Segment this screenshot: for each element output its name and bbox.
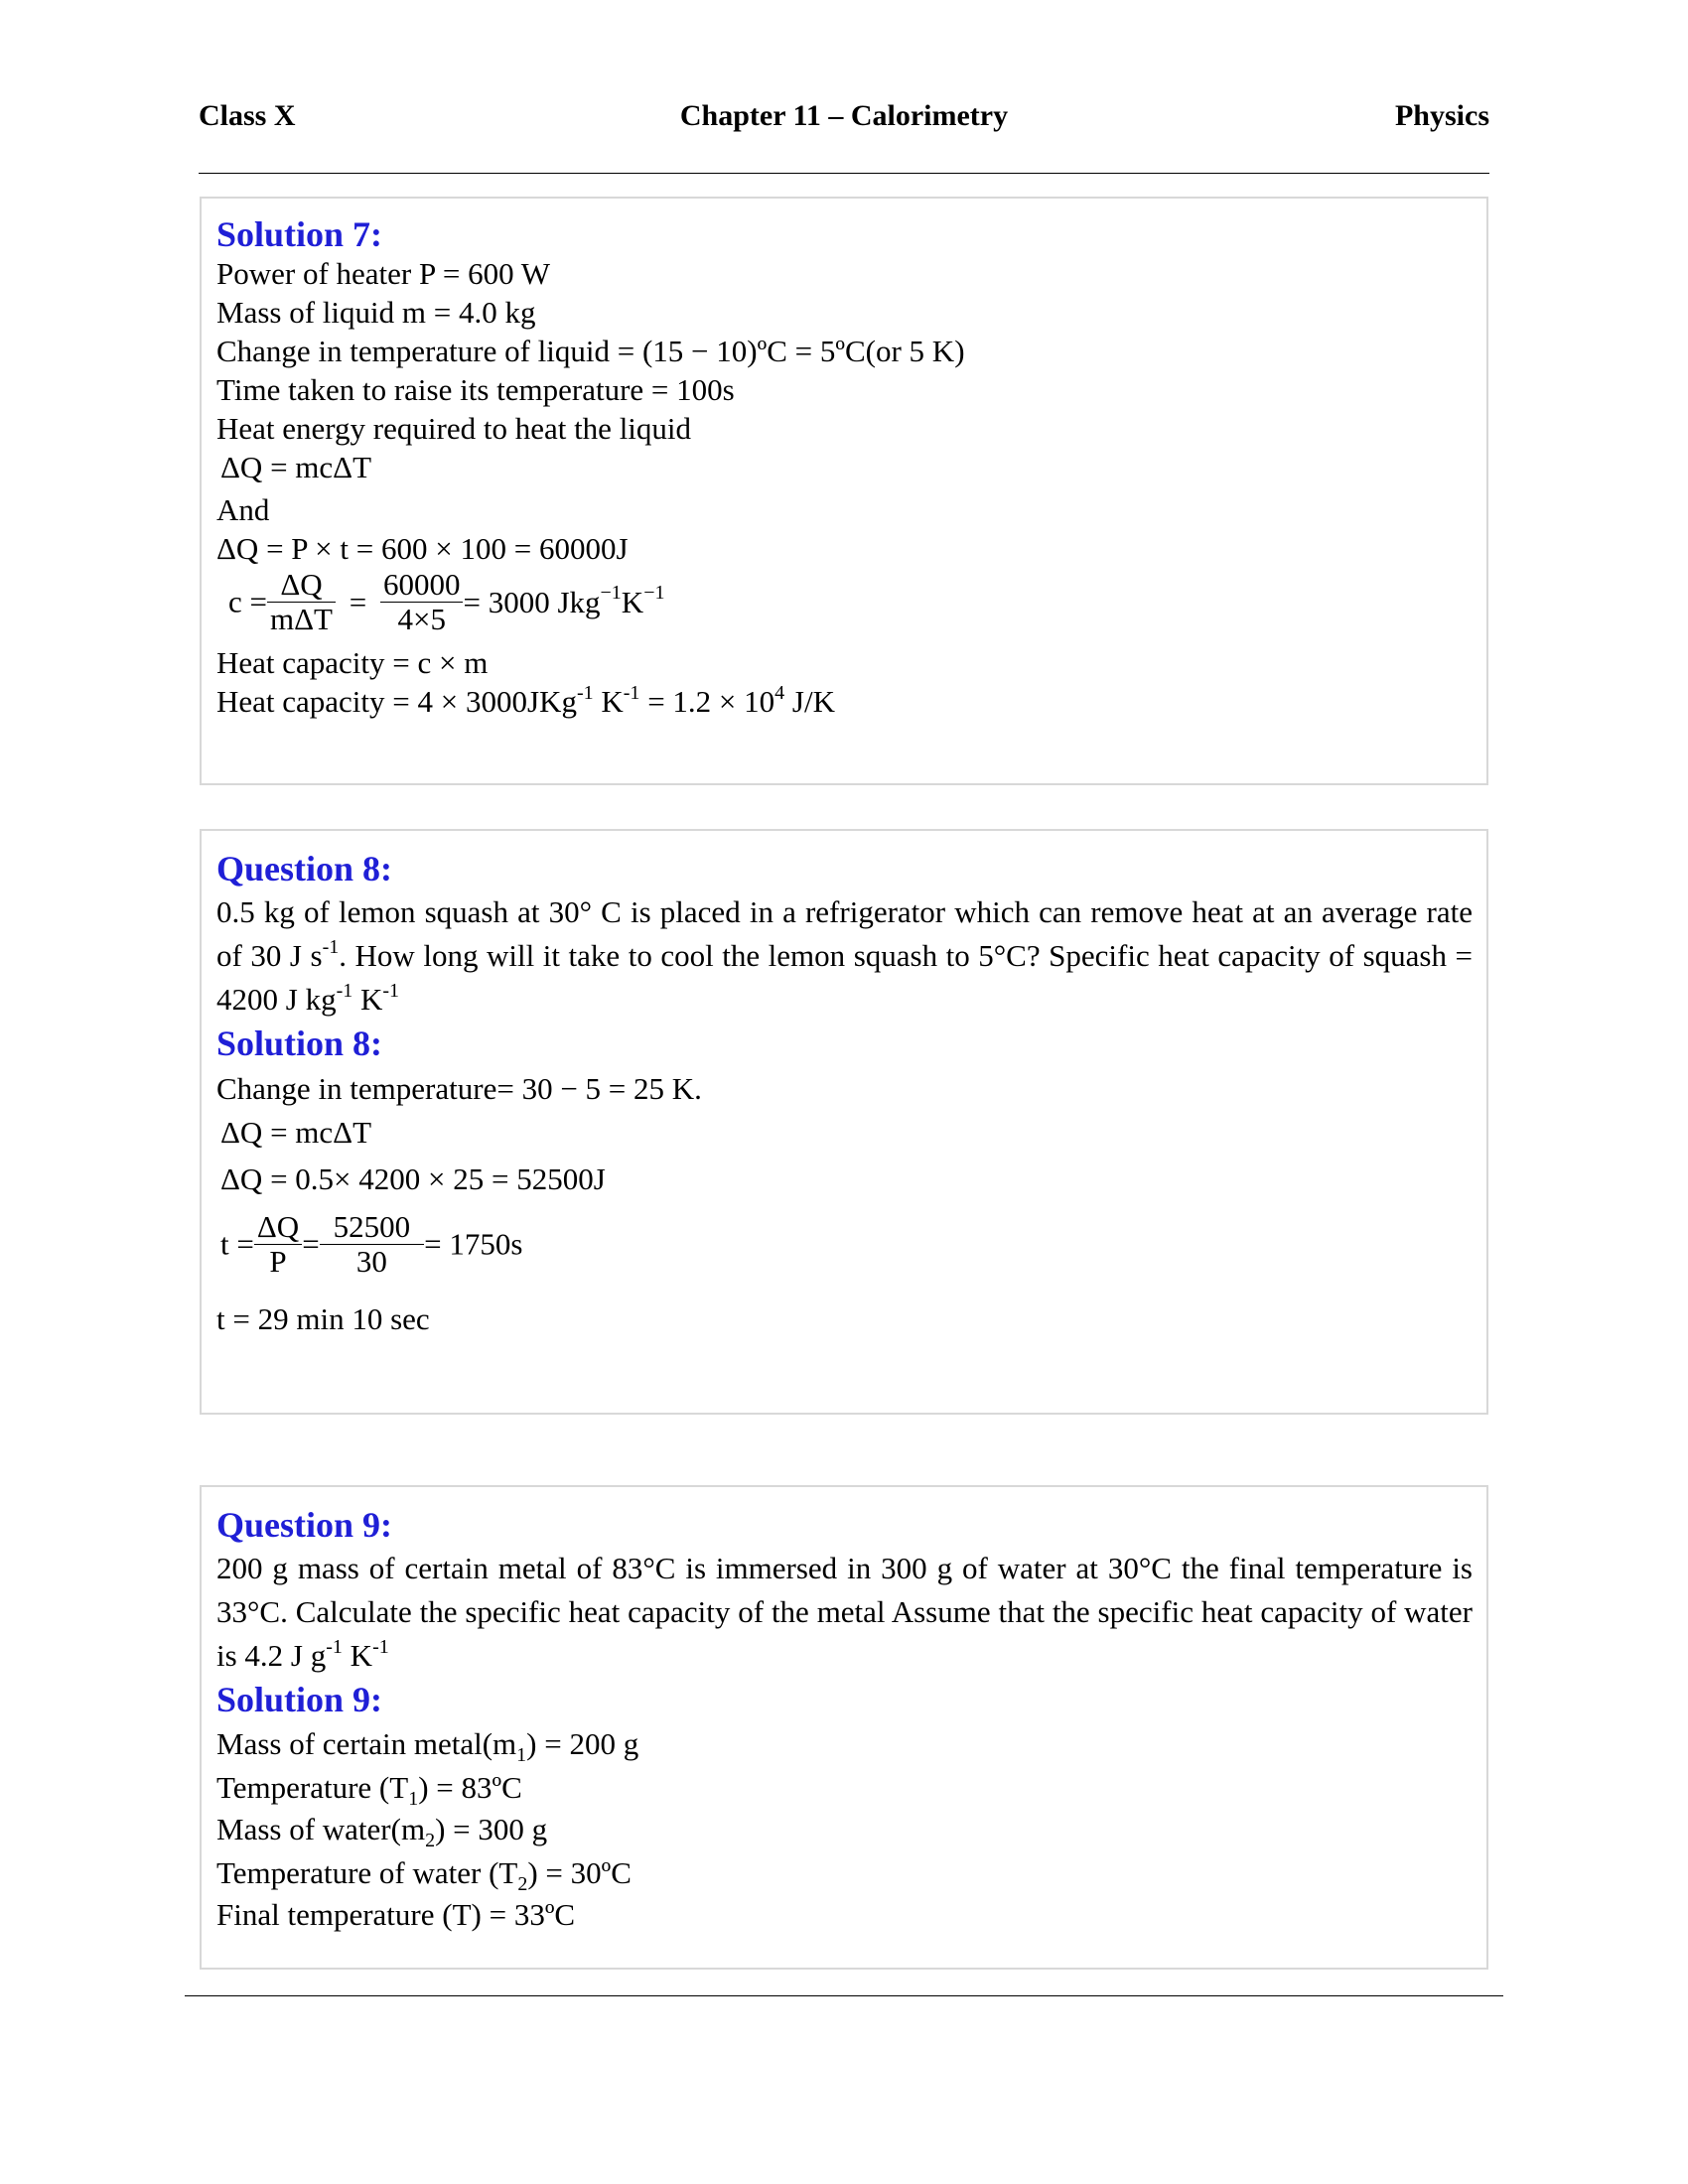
header-class: Class X	[199, 99, 296, 132]
eq-rhs	[463, 582, 665, 619]
exponent: 4	[774, 681, 785, 704]
question-8-heading: Question 8:	[216, 849, 393, 888]
fraction-values	[320, 1210, 425, 1279]
solution-7-line: Change in temperature of liquid = (15 − 10)ºC = 5ºC(or 5 K)	[216, 334, 965, 368]
solution-9-line: Final temperature (T) = 33ºC	[216, 1897, 576, 1932]
solution-7-line: Mass of liquid m = 4.0 kg	[216, 295, 536, 330]
fraction-denominator: 4×5	[380, 602, 464, 636]
fraction-numerator: ΔQ	[256, 1209, 300, 1244]
solution-9-heading: Solution 9:	[216, 1680, 383, 1719]
solution-8-line: ΔQ = mcΔT	[220, 1115, 372, 1150]
question-8-text	[216, 890, 1486, 1022]
specific-heat-equation	[228, 568, 1486, 641]
exponent: -1	[576, 681, 594, 704]
fraction-denominator: 30	[320, 1244, 425, 1279]
time-equation	[220, 1204, 1486, 1297]
question-9-box	[200, 1485, 1488, 1970]
subscript: 1	[516, 1744, 527, 1767]
solution-7-line: Power of heater P = 600 W	[216, 256, 551, 291]
question-9-heading: Question 9:	[216, 1505, 393, 1545]
s9-text: ) = 30ºC	[527, 1855, 632, 1890]
fraction-dq-mdt	[267, 568, 336, 636]
fraction-denominator: P	[254, 1244, 302, 1279]
exponent: -1	[336, 979, 353, 1002]
solution-9-line	[216, 1809, 1486, 1850]
solution-8-line: Change in temperature= 30 − 5 = 25 K.	[216, 1071, 702, 1106]
eq-lhs: c =	[228, 584, 267, 619]
header-subject: Physics	[1394, 99, 1489, 132]
exponent: -1	[372, 1635, 389, 1658]
s9-text: Temperature of water (T	[216, 1855, 518, 1890]
fraction-numerator: 60000	[382, 567, 461, 602]
q9-text: K	[342, 1638, 373, 1673]
question-8-box	[200, 829, 1488, 1415]
exponent: -1	[322, 935, 340, 958]
hc-text: J/K	[784, 684, 835, 719]
q8-text: . How long will it take to cool the lemon squash to 5°C? Specific heat capacity of squash = 4200 J kg	[216, 938, 1473, 1017]
page-header	[199, 99, 1489, 143]
footer-rule	[185, 1995, 1503, 1996]
subscript: 2	[425, 1830, 436, 1852]
header-chapter: Chapter 11 – Calorimetry	[679, 99, 1009, 132]
solution-7-line: ΔQ = mcΔT	[220, 450, 372, 484]
s9-text: Mass of certain metal(m	[216, 1726, 517, 1761]
subscript: 2	[517, 1873, 528, 1896]
s9-text: Temperature (T	[216, 1770, 409, 1805]
header-rule	[199, 173, 1489, 174]
s9-text: Mass of water(m	[216, 1812, 426, 1846]
fraction-values	[380, 568, 464, 636]
s9-text: ) = 300 g	[435, 1812, 548, 1846]
heat-capacity-formula: Heat capacity = c × m	[216, 645, 489, 680]
solution-7-line: And	[216, 492, 270, 527]
exponent: -1	[382, 979, 400, 1002]
eq-sign: =	[302, 1226, 320, 1262]
s9-text: ) = 200 g	[526, 1726, 639, 1761]
exponent: −1	[643, 582, 665, 605]
heat-capacity-result	[216, 682, 1486, 721]
solution-8-final: t = 29 min 10 sec	[216, 1301, 430, 1336]
solution-9-line	[216, 1850, 1486, 1896]
fraction-numerator: 52500	[333, 1209, 411, 1244]
solution-7-box	[200, 197, 1488, 785]
hc-text: K	[593, 684, 624, 719]
hc-text: Heat capacity = 4 × 3000JKg	[216, 684, 577, 719]
solution-7-line: ΔQ = P × t = 600 × 100 = 60000J	[216, 531, 629, 566]
eq-sign: =	[349, 584, 367, 619]
subscript: 1	[408, 1788, 419, 1811]
exponent: −1	[600, 582, 622, 605]
fraction-dq-p	[254, 1210, 302, 1279]
solution-8-line: ΔQ = 0.5× 4200 × 25 = 52500J	[220, 1161, 606, 1196]
hc-text: = 1.2 × 10	[639, 684, 775, 719]
solution-7-line: Heat energy required to heat the liquid	[216, 411, 692, 446]
exponent: -1	[326, 1635, 343, 1658]
solution-9-line	[216, 1721, 1486, 1767]
eq-rhs: = 1750s	[424, 1226, 523, 1262]
unit-k: K	[621, 584, 644, 619]
s9-text: ) = 83ºC	[418, 1770, 522, 1805]
q8-text: 0.5 kg of lemon squash at 30° C is placed in a refrigerator which can remove heat at an average rate of 30 J s	[216, 894, 1473, 973]
solution-7-heading: Solution 7:	[216, 214, 383, 254]
solution-9-line	[216, 1767, 1486, 1809]
fraction-denominator: mΔT	[267, 602, 336, 636]
question-9-text	[216, 1547, 1486, 1678]
exponent: -1	[623, 681, 640, 704]
solution-8-heading: Solution 8:	[216, 1024, 383, 1063]
eq-rhs-text: = 3000 Jkg	[463, 584, 601, 619]
eq-lhs: t =	[220, 1226, 254, 1262]
q8-text: K	[352, 982, 383, 1017]
fraction-numerator: ΔQ	[280, 567, 323, 602]
q9-text: 200 g mass of certain metal of 83°C is immersed in 300 g of water at 30°C the final temperature is 33°C. Calculate the specific heat capacity of the metal Assume that the specific heat capacity of water is 4.2 J g	[216, 1551, 1473, 1673]
solution-7-line: Time taken to raise its temperature = 100s	[216, 372, 735, 407]
